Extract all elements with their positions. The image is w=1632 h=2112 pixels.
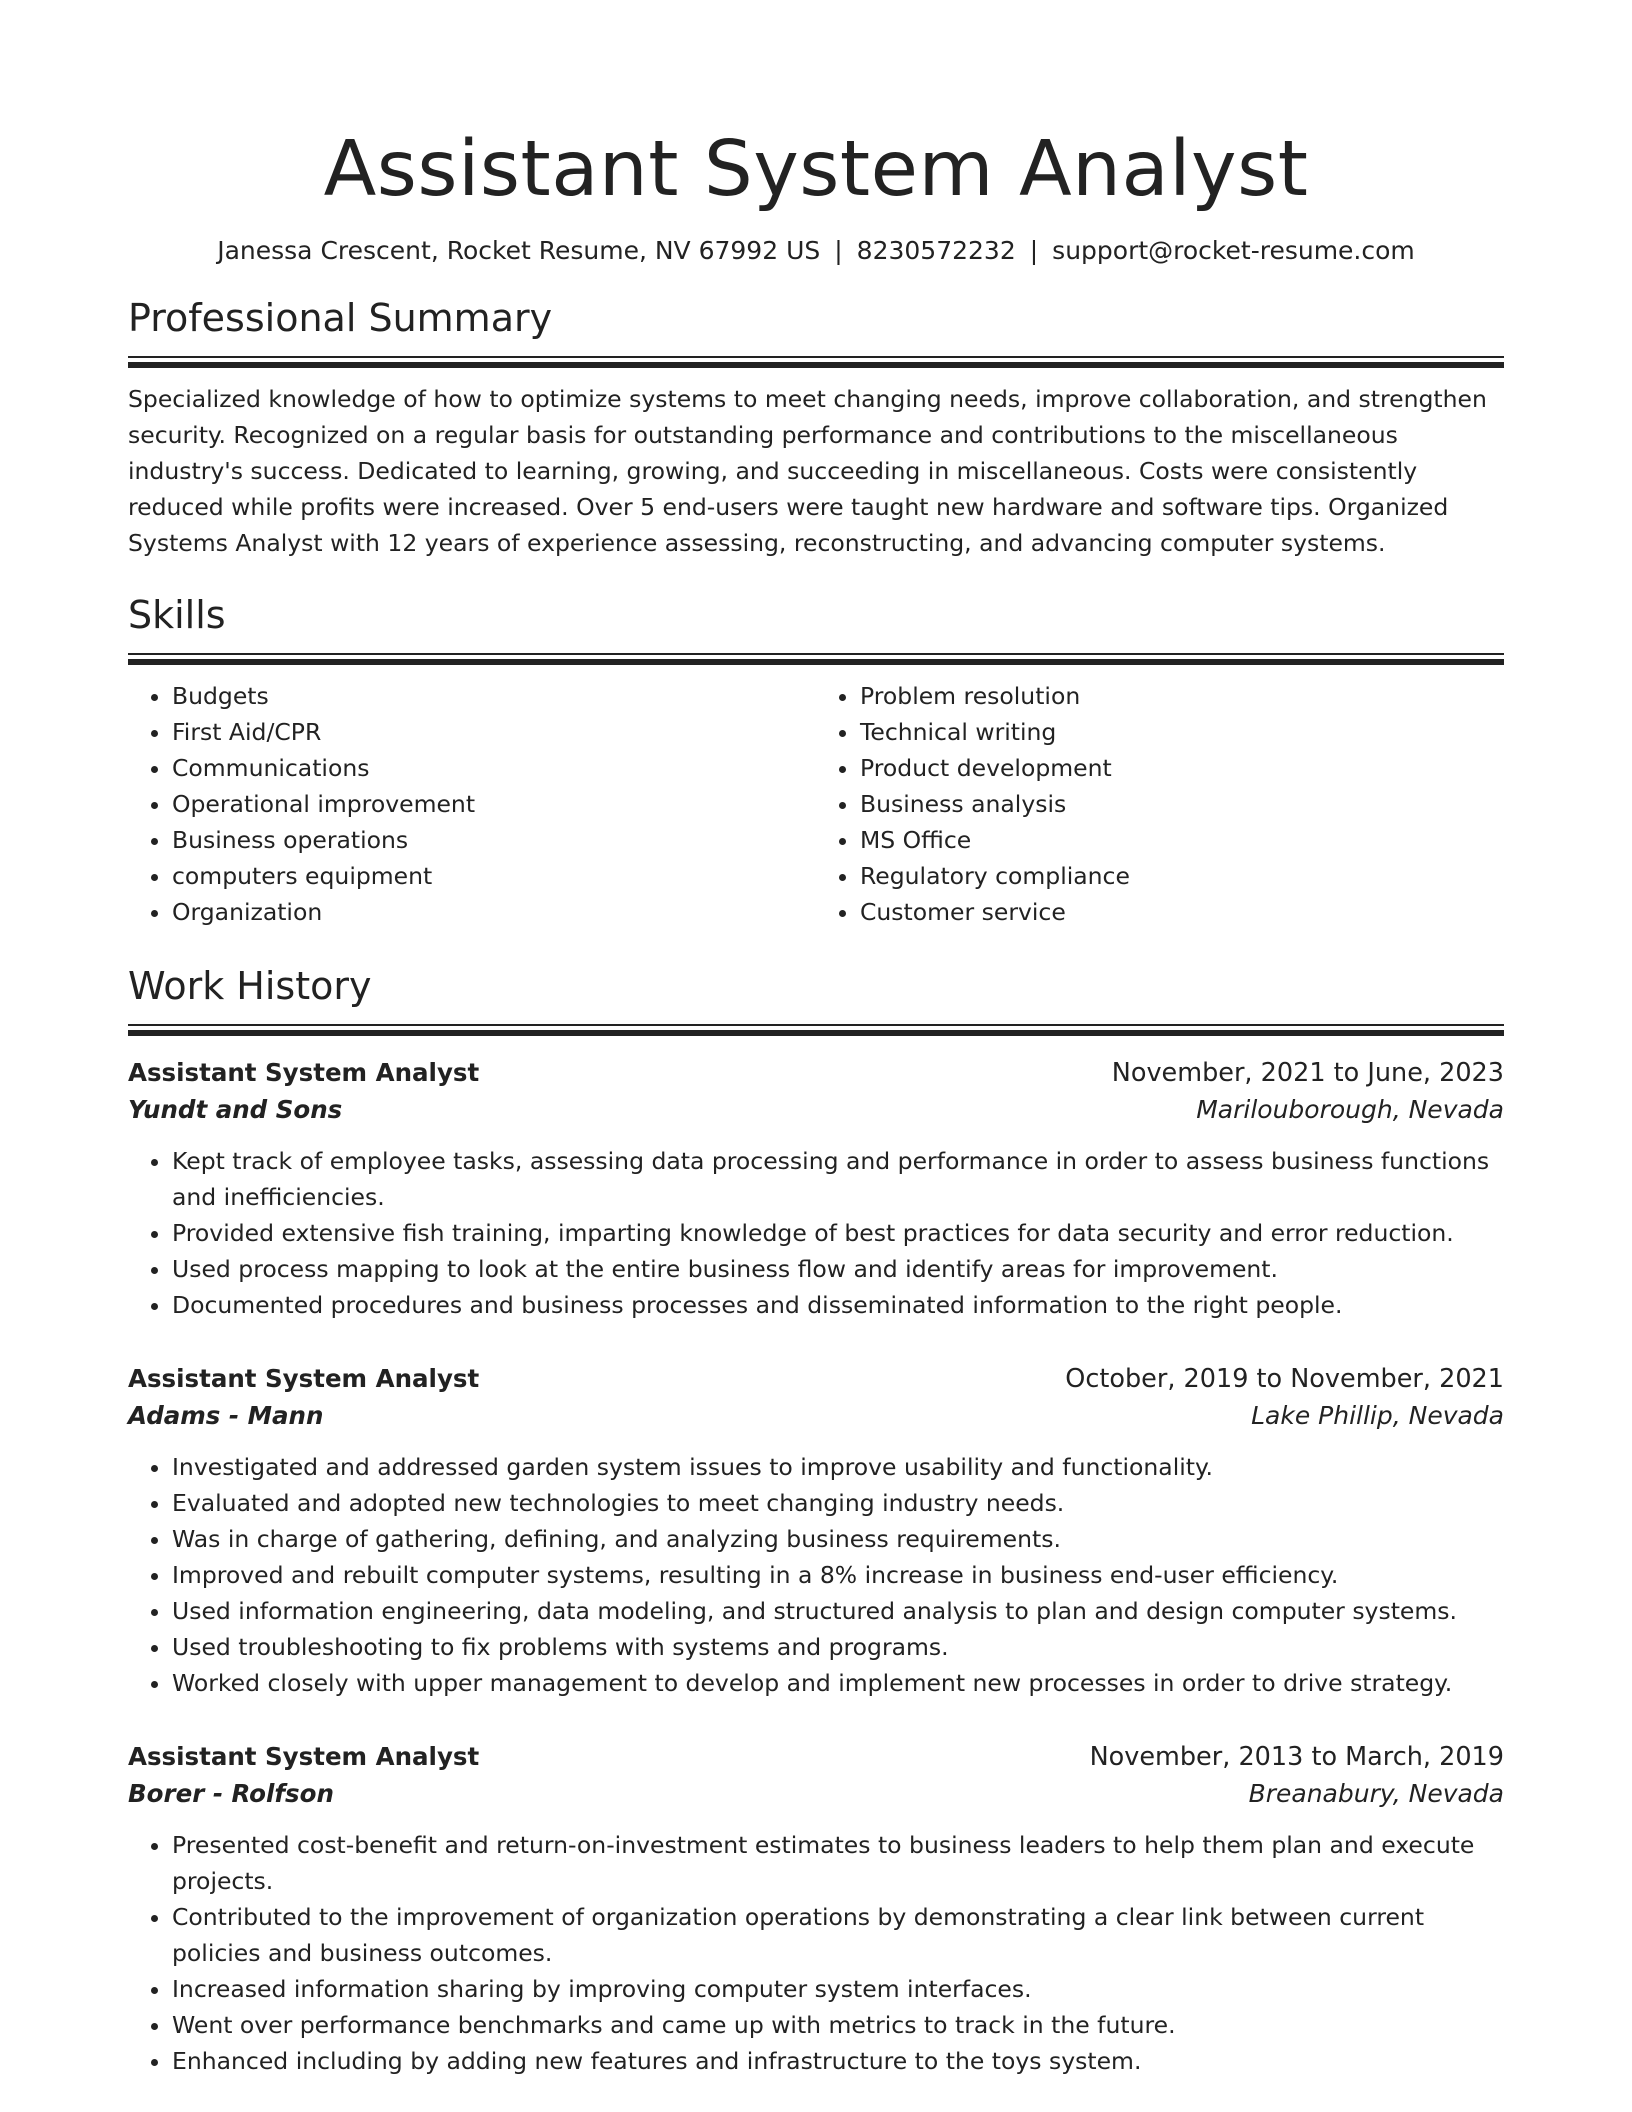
job-bullets	[128, 1143, 1504, 1323]
section-divider	[128, 653, 1504, 664]
summary-section	[128, 294, 1504, 561]
resume-name: Assistant System Analyst	[323, 125, 1309, 214]
skill-item: • Organization	[172, 894, 816, 930]
job-bullet: • Improved and rebuilt computer systems, resulting in a 8% increase in business end-user efficiency.	[172, 1557, 1504, 1593]
skill-item: • Operational improvement	[172, 786, 816, 822]
job-entry	[128, 1055, 1504, 1323]
contact-separator: |	[1029, 236, 1039, 265]
job-bullet: • Investigated and addressed garden system issues to improve usability and functionality.	[172, 1449, 1504, 1485]
skill-item: • Customer service	[860, 894, 1504, 930]
job-bullet: • Contributed to the improvement of organization operations by demonstrating a clear link between current policies and business outcomes.	[172, 1899, 1504, 1971]
skill-item: • MS Office	[860, 822, 1504, 858]
contact-email: support@rocket-resume.com	[1052, 236, 1415, 265]
job-header-row	[128, 1055, 1504, 1091]
contact-address: Janessa Crescent, Rocket Resume, NV 67992 US	[217, 236, 821, 265]
job-title: Assistant System Analyst	[128, 1364, 480, 1393]
job-bullet: • Documented procedures and business processes and disseminated information to the right people.	[172, 1287, 1504, 1323]
job-bullet: • Was in charge of gathering, defining, and analyzing business requirements.	[172, 1521, 1504, 1557]
job-bullet: • Used process mapping to look at the entire business flow and identify areas for improvement.	[172, 1251, 1504, 1287]
job-bullet: • Worked closely with upper management to develop and implement new processes in order to drive strategy.	[172, 1665, 1504, 1701]
job-bullet: • Enhanced including by adding new features and infrastructure to the toys system.	[172, 2043, 1504, 2079]
contact-line	[128, 234, 1504, 268]
skill-item: • Communications	[172, 750, 816, 786]
job-bullets	[128, 1449, 1504, 1701]
job-bullet: • Provided extensive fish training, imparting knowledge of best practices for data security and error reduction.	[172, 1215, 1504, 1251]
job-dates: November, 2021 to June, 2023	[1111, 1058, 1504, 1088]
skills-heading: Skills	[128, 593, 226, 637]
skill-item: • Problem resolution	[860, 678, 1504, 714]
work-history-heading: Work History	[128, 964, 372, 1008]
job-header-row	[128, 1739, 1504, 1775]
job-header-row	[128, 1361, 1504, 1397]
job-location: Lake Phillip, Nevada	[1251, 1401, 1504, 1430]
skill-item: • Business analysis	[860, 786, 1504, 822]
skill-item: • Regulatory compliance	[860, 858, 1504, 894]
job-bullet: • Used troubleshooting to fix problems with systems and programs.	[172, 1629, 1504, 1665]
resume-header	[128, 122, 1504, 268]
skill-item: • Budgets	[172, 678, 816, 714]
skill-item: • Business operations	[172, 822, 816, 858]
contact-separator: |	[834, 236, 843, 265]
job-bullet: • Went over performance benchmarks and came up with metrics to track in the future.	[172, 2007, 1504, 2043]
summary-text: Specialized knowledge of how to optimize systems to meet changing needs, improve collaboration, and strengthen security. Recognized on a regular basis for outstanding performance and contributions to the miscellaneous industry's success. Dedicated to learning, growing, and succeeding in miscellaneous. Costs were consistently reduced while profits were increased. Over 5 end-users were taught new hardware and software tips. Organized Systems Analyst with 12 years of experience assessing, reconstructing, and advancing computer systems.	[128, 385, 1487, 557]
job-location: Marilouborough, Nevada	[1196, 1095, 1504, 1124]
skill-item: • Technical writing	[860, 714, 1504, 750]
job-location: Breanabury, Nevada	[1248, 1779, 1504, 1808]
job-dates: November, 2013 to March, 2019	[1089, 1742, 1504, 1772]
skills-section	[128, 591, 1504, 930]
skill-item: • First Aid/CPR	[172, 714, 816, 750]
job-bullet: • Evaluated and adopted new technologies to meet changing industry needs.	[172, 1485, 1504, 1521]
job-company-row	[128, 1775, 1504, 1813]
job-entry	[128, 1739, 1504, 2079]
job-entry	[128, 1361, 1504, 1701]
job-company-row	[128, 1397, 1504, 1435]
job-title: Assistant System Analyst	[128, 1742, 480, 1771]
job-title: Assistant System Analyst	[128, 1058, 480, 1087]
job-company: Borer - Rolfson	[128, 1779, 334, 1808]
contact-phone: 8230572232	[856, 236, 1016, 265]
skills-left-list	[128, 678, 816, 930]
job-company: Adams - Mann	[128, 1401, 324, 1430]
job-bullet: • Kept track of employee tasks, assessing data processing and performance in order to assess business functions and inefficiencies.	[172, 1143, 1504, 1215]
skill-item: • computers equipment	[172, 858, 816, 894]
job-bullet: • Used information engineering, data modeling, and structured analysis to plan and design computer systems.	[172, 1593, 1504, 1629]
work-history-section	[128, 962, 1504, 2079]
job-bullets	[128, 1827, 1504, 2079]
summary-heading: Professional Summary	[128, 296, 553, 340]
section-divider	[128, 1024, 1504, 1035]
job-bullet: • Presented cost-benefit and return-on-investment estimates to business leaders to help them plan and execute projects.	[172, 1827, 1504, 1899]
skills-right-list	[816, 678, 1504, 930]
job-dates: October, 2019 to November, 2021	[1065, 1364, 1504, 1394]
job-bullet: • Increased information sharing by improving computer system interfaces.	[172, 1971, 1504, 2007]
job-company-row	[128, 1091, 1504, 1129]
job-company: Yundt and Sons	[128, 1095, 343, 1124]
section-divider	[128, 356, 1504, 367]
skills-columns	[128, 678, 1504, 930]
skill-item: • Product development	[860, 750, 1504, 786]
